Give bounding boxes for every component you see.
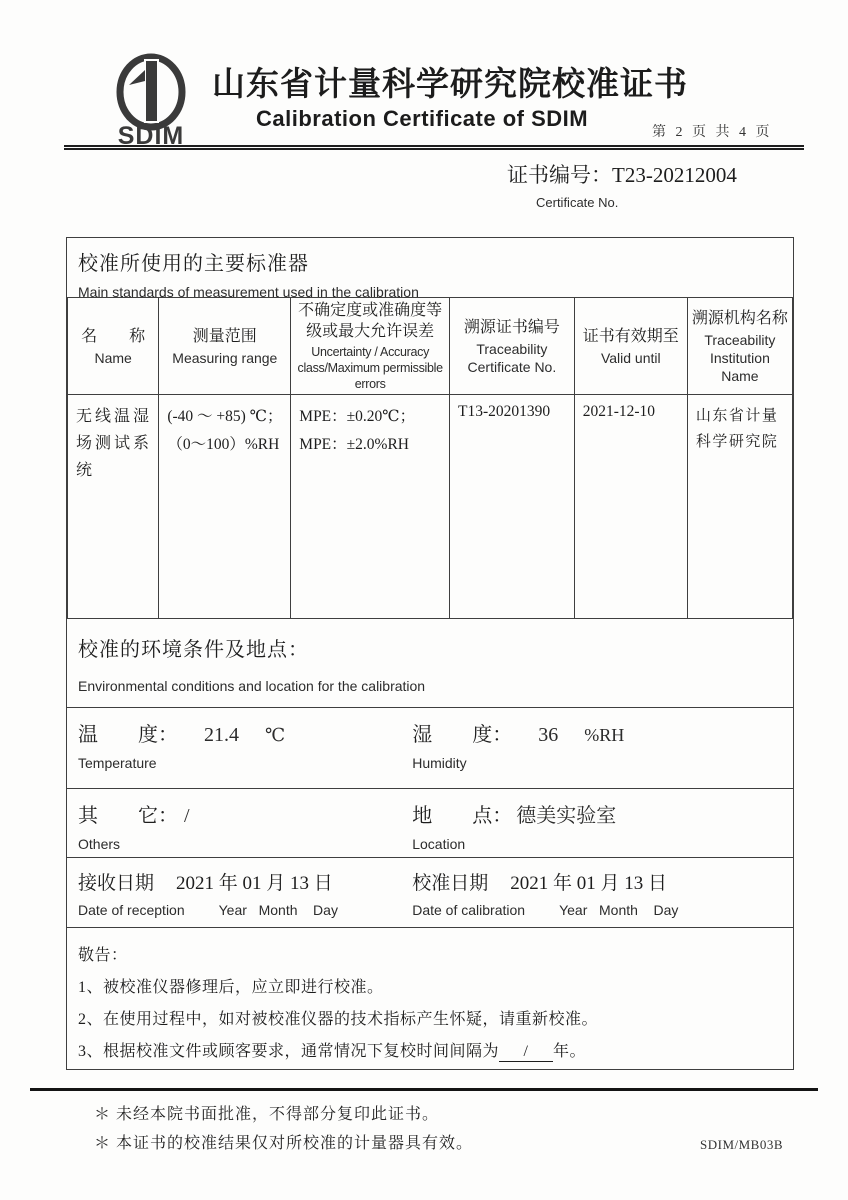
- cell-institution: [687, 395, 792, 619]
- certificate-title-zh: 山东省计量科学研究院校准证书: [212, 67, 688, 103]
- cell-measuring-range: [159, 395, 291, 619]
- range-line-2: （0～100）%RH: [167, 436, 280, 453]
- temperature-label-en: Temperature: [78, 755, 157, 771]
- header-cell-uncertainty: [291, 298, 450, 395]
- notice-item-3: [78, 1036, 781, 1068]
- reception-date-units-en: Year Month Day: [218, 902, 338, 918]
- dates-row: [67, 858, 793, 928]
- notice-item-2: 2、在使用过程中，如对被校准仪器的技术指标产生怀疑，请重新校准。: [78, 1011, 599, 1028]
- cell-mpe: [291, 395, 450, 619]
- standards-section-header: [67, 238, 793, 300]
- header-cell-institution: [687, 298, 792, 395]
- standards-title-en: Main standards of measurement used in the calibration: [78, 284, 419, 300]
- others-block: [67, 789, 408, 857]
- others-label-en: Others: [78, 836, 121, 852]
- notice-item-3-blank: /: [499, 1043, 553, 1062]
- header-valid-until-zh: 证书有效期至: [582, 327, 679, 345]
- notice-item-1: 1、被校准仪器修理后，应立即进行校准。: [78, 979, 384, 996]
- header-trace-no-zh: 溯源证书编号: [463, 318, 560, 336]
- header-cell-valid-until: [574, 298, 687, 395]
- certificate-body: [66, 237, 794, 1070]
- notice-item-3-suffix: 年。: [553, 1043, 587, 1060]
- reception-date-label-en: Date of reception: [78, 902, 185, 918]
- header-cell-trace-no: [450, 298, 575, 395]
- calibration-date-label-en: Date of calibration: [412, 902, 526, 918]
- footer-divider: [30, 1088, 818, 1091]
- header-uncertainty-zh: 不确定度或准确度等级或最大允许误差: [298, 302, 443, 340]
- temperature-label: 温 度：: [78, 724, 178, 746]
- header-divider: [64, 145, 804, 150]
- environment-title-zh: 校准的环境条件及地点：: [78, 639, 309, 661]
- calibration-date-value: 2021 年 01 月 13 日: [510, 873, 667, 894]
- mpe-line-1: MPE：±0.20℃；: [299, 408, 416, 425]
- others-value: /: [184, 805, 190, 827]
- certificate-number: [507, 159, 737, 189]
- notice-section: [67, 928, 793, 1068]
- form-number: SDIM/MB03B: [700, 1137, 784, 1152]
- sdim-logo-icon: [98, 52, 208, 148]
- institution-name: 山东省计量科学研究院: [695, 408, 779, 450]
- standards-table-data-row: [68, 395, 793, 619]
- environment-title-en: Environmental conditions and location for the calibration: [78, 678, 426, 694]
- calibration-date-block: [408, 858, 793, 927]
- location-value: 德美实验室: [516, 805, 617, 827]
- humidity-value: 36: [538, 724, 559, 746]
- calibration-date-label: 校准日期: [412, 873, 489, 894]
- page-number: 第 2 页 共 4 页: [652, 125, 773, 140]
- standards-table: [67, 297, 793, 619]
- certificate-number-label-en: Certificate No.: [536, 195, 619, 210]
- range-line-1: (-40 ～ +85) ℃；: [167, 408, 283, 425]
- humidity-label-en: Humidity: [412, 755, 467, 771]
- humidity-block: [408, 708, 793, 788]
- temperature-humidity-row: [67, 708, 793, 789]
- location-block: [408, 789, 793, 857]
- header-valid-until-en: Valid until: [600, 349, 661, 366]
- header-trace-no-en: Traceability Certificate No.: [467, 340, 557, 375]
- reception-date-label: 接收日期: [78, 873, 155, 894]
- cell-standard-name: [68, 395, 159, 619]
- header-name-en: Name: [94, 349, 132, 366]
- reception-date-block: [67, 858, 408, 927]
- footer-note-2: ＊ 本证书的校准结果仅对所校准的计量器具有效。: [94, 1135, 474, 1152]
- mpe-line-2: MPE：±2.0%RH: [299, 436, 409, 453]
- valid-until-date: 2021-12-10: [582, 403, 656, 420]
- reception-date-value: 2021 年 01 月 13 日: [176, 873, 333, 894]
- header-range-zh: 测量范围: [192, 327, 257, 345]
- svg-text:SDIM: SDIM: [117, 122, 185, 148]
- header-cell-range: [159, 298, 291, 395]
- cell-trace-cert-no: [450, 395, 575, 619]
- standards-title-zh: 校准所使用的主要标准器: [78, 253, 309, 275]
- certificate-number-value: T23-20212004: [612, 163, 737, 187]
- temperature-unit: ℃: [265, 725, 286, 745]
- header-range-en: Measuring range: [172, 349, 278, 366]
- cell-valid-until: [574, 395, 687, 619]
- trace-cert-no: T13-20201390: [458, 403, 551, 420]
- notice-item-3-text: 3、根据校准文件或顾客要求，通常情况下复校时间间隔为: [78, 1043, 500, 1060]
- calibration-date-units-en: Year Month Day: [559, 902, 679, 918]
- others-label: 其 它：: [78, 805, 178, 827]
- footer-notes: [94, 1100, 473, 1158]
- temperature-block: [67, 708, 408, 788]
- standard-name: 无线温湿场测试系统: [76, 408, 153, 479]
- footer-note-1: ＊ 未经本院书面批准，不得部分复印此证书。: [94, 1106, 440, 1123]
- standards-table-header-row: [68, 298, 793, 395]
- header-institution-en: Traceability Institution Name: [704, 331, 776, 384]
- humidity-label: 湿 度：: [412, 724, 513, 746]
- header-name-zh: 名 称: [81, 327, 146, 345]
- location-label: 地 点：: [412, 805, 513, 827]
- certificate-number-label: 证书编号：: [507, 163, 612, 187]
- others-location-row: [67, 789, 793, 858]
- temperature-value: 21.4: [204, 724, 239, 746]
- header-uncertainty-en: Uncertainty / Accuracy class/Maximum permissible errors: [297, 345, 443, 391]
- humidity-unit: %RH: [584, 725, 625, 745]
- environment-section-header: [67, 619, 793, 708]
- location-label-en: Location: [412, 836, 466, 852]
- certificate-title-en: Calibration Certificate of SDIM: [256, 106, 589, 131]
- notice-title: 敬告：: [78, 947, 128, 964]
- header-institution-zh: 溯源机构名称: [691, 309, 788, 327]
- header-cell-name: [68, 298, 159, 395]
